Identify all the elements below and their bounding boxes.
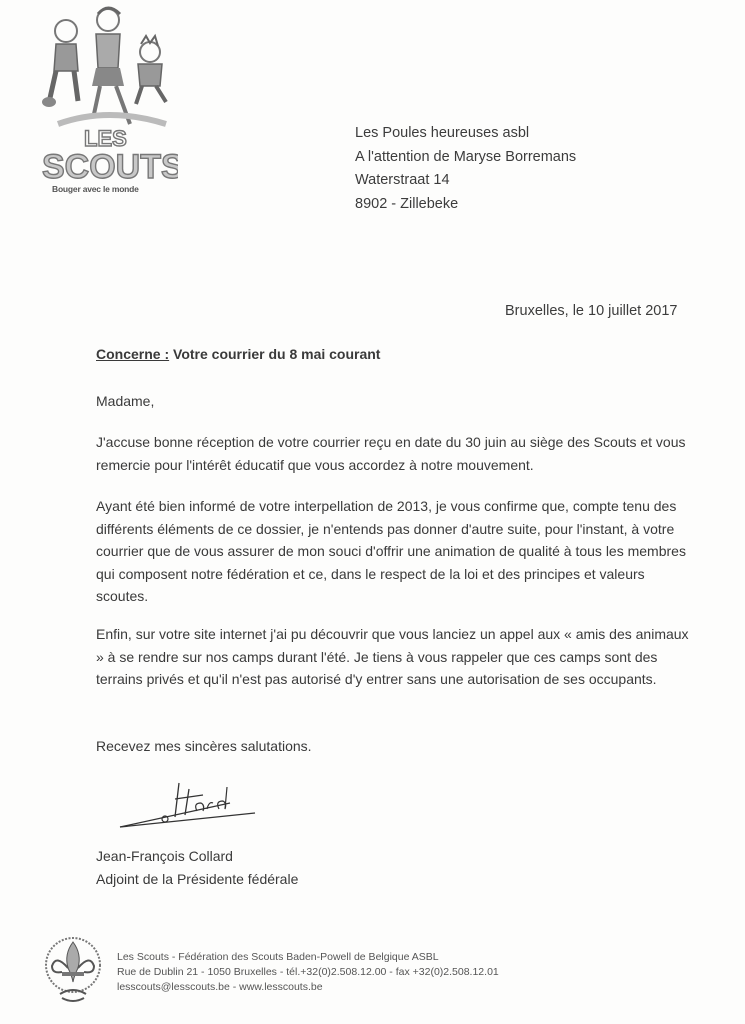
recipient-organization: Les Poules heureuses asbl bbox=[355, 125, 530, 141]
signer-block bbox=[96, 845, 298, 891]
signature-icon bbox=[115, 775, 265, 835]
body-paragraph: J'accuse bonne réception de votre courrier reçu en date du 30 juin au siège des Scouts et vous remercie pour l'intérêt éducatif que vous accordez à notre mouvement. bbox=[96, 434, 686, 473]
svg-text:SCOUTS: SCOUTS bbox=[42, 148, 178, 186]
recipient-city: 8902 - Zillebeke bbox=[355, 195, 459, 212]
recipient-street: Waterstraat 14 bbox=[355, 172, 450, 188]
letter-date: Bruxelles, le 10 juillet 2017 bbox=[505, 303, 678, 319]
body-paragraph: Enfin, sur votre site internet j'ai pu découvrir que vous lanciez un appel aux « amis des animaux » à se rendre sur nos camps durant l'été. Je tiens à vous rappeler que ces camps sont des terrains privés et qu'il n'est pas autorisé d'y entrer sans une autorisation de ses occupants. bbox=[96, 626, 689, 687]
footer-web: lesscouts@lesscouts.be - www.lesscouts.be bbox=[117, 981, 323, 993]
footer-organization: Les Scouts - Fédération des Scouts Baden-Powell de Belgique ASBL bbox=[117, 951, 439, 963]
logo-tagline: Bouger avec le monde bbox=[52, 184, 139, 194]
fleur-de-lis-emblem bbox=[38, 932, 108, 1007]
signer-title: Adjoint de la Présidente fédérale bbox=[96, 871, 299, 887]
salutation: Madame, bbox=[96, 393, 155, 409]
subject-label: Concerne : bbox=[96, 346, 170, 362]
closing-formula: Recevez mes sincères salutations. bbox=[96, 738, 312, 754]
subject-line bbox=[96, 346, 380, 362]
recipient-attention: A l'attention de Maryse Borremans bbox=[355, 148, 577, 165]
footer-address bbox=[117, 950, 499, 995]
fleur-de-lis-icon bbox=[38, 932, 108, 1007]
svg-text:LES: LES bbox=[84, 126, 127, 151]
subject-text: Votre courrier du 8 mai courant bbox=[169, 346, 381, 362]
body-paragraph: Ayant été bien informé de votre interpellation de 2013, je vous confirme que, compte tenu des différents éléments de ce dossier, je n'entends pas donner d'autre suite, pour l'instant, à votre courrier que de vous assurer de mon souci d'offrir une animation de qualité à tous les membres qui composent notre fédération et ce, dans le respect de la loi et des principes et valeurs scoutes. bbox=[96, 498, 686, 604]
scouts-logo bbox=[38, 6, 178, 196]
scouts-children-illustration-icon bbox=[38, 6, 178, 186]
footer-contact: Rue de Dublin 21 - 1050 Bruxelles - tél.+32(0)2.508.12.00 - fax +32(0)2.508.12.01 bbox=[117, 966, 499, 978]
signer-name: Jean-François Collard bbox=[96, 848, 233, 864]
recipient-address bbox=[355, 122, 576, 216]
handwritten-signature bbox=[115, 775, 265, 835]
